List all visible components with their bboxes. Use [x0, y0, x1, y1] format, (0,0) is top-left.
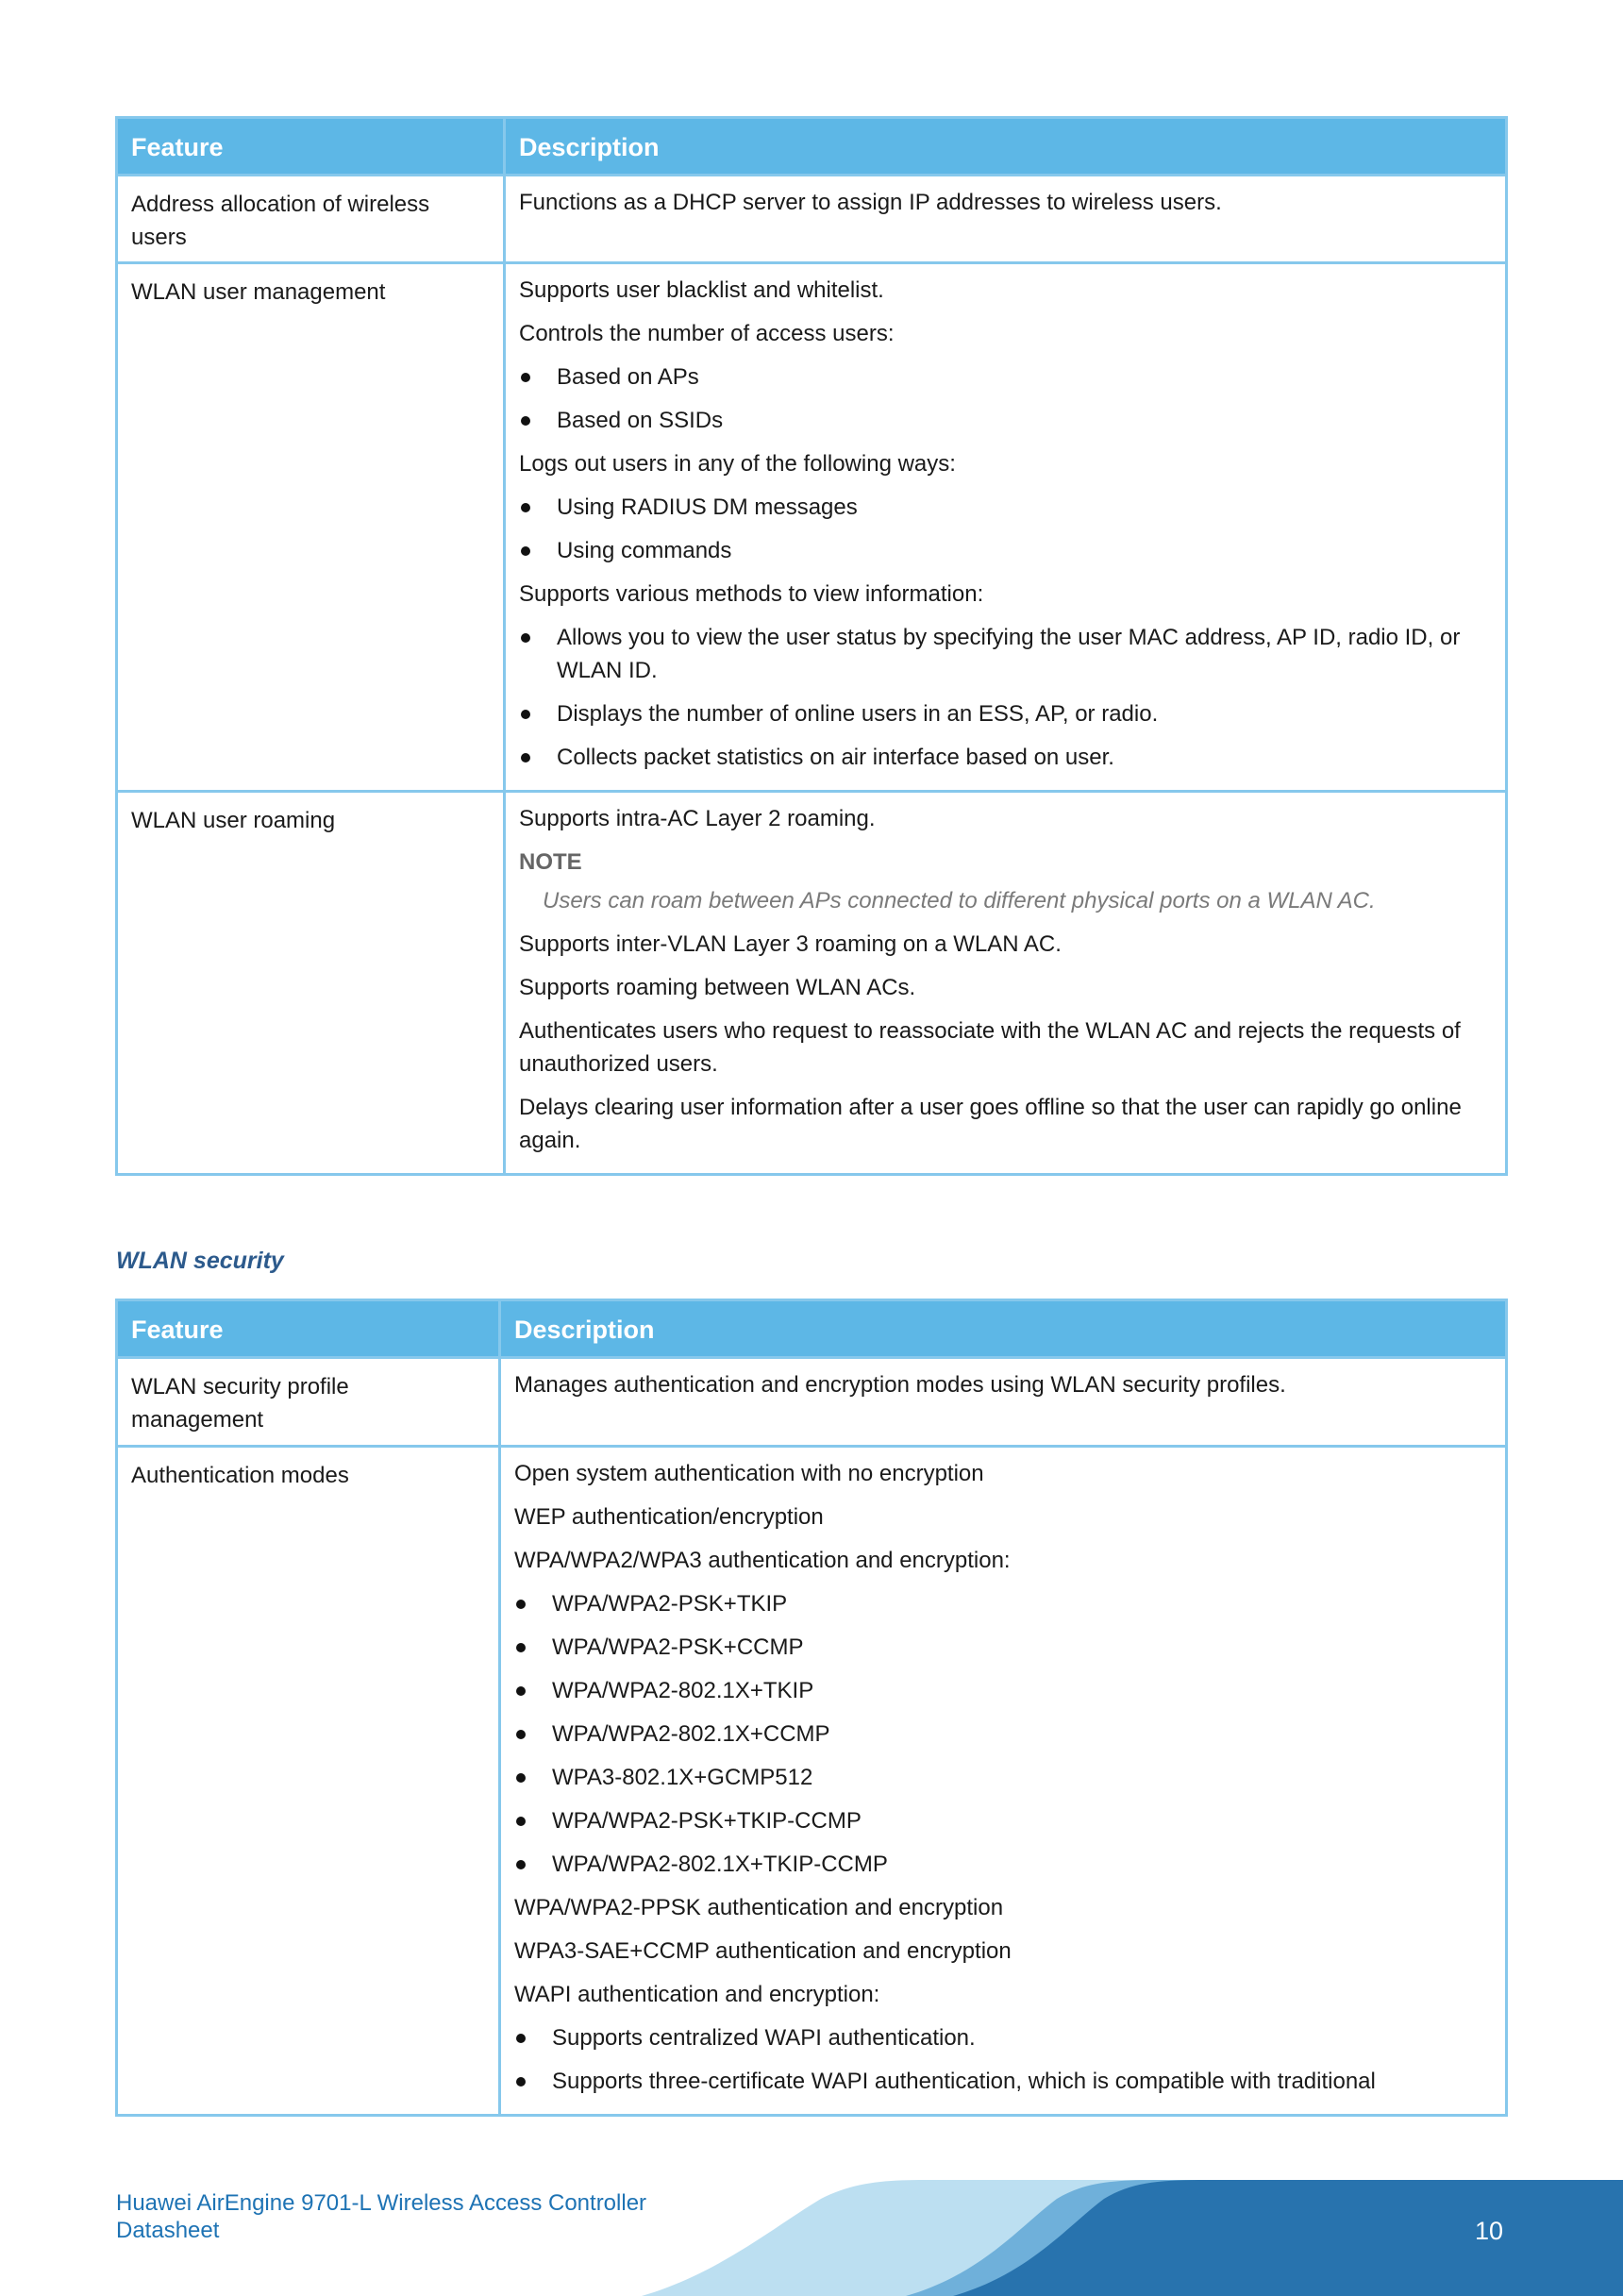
bullet-text: Using RADIUS DM messages	[557, 494, 858, 520]
bullet-icon	[521, 503, 530, 512]
bullet-item	[519, 360, 1492, 394]
bullet-text: Supports centralized WAPI authentication.	[552, 2025, 976, 2051]
footer-title-line: Datasheet	[116, 2218, 220, 2243]
bullet-text: Using commands	[557, 538, 732, 563]
bullet-text: Based on SSIDs	[557, 408, 724, 433]
bullet-item	[514, 1718, 1492, 1751]
table-row	[117, 263, 1507, 792]
description-cell	[500, 1358, 1507, 1447]
description-cell	[505, 176, 1507, 263]
note-text: Users can roam between APs connected to different physical ports on a WLAN AC.	[543, 888, 1376, 913]
bullet-icon	[521, 710, 530, 719]
bullet-item	[519, 697, 1492, 730]
bullet-icon	[521, 633, 530, 643]
description-cell	[500, 1447, 1507, 2116]
description-paragraph: Controls the number of access users:	[519, 321, 895, 346]
feature-cell: WLAN user management	[117, 263, 505, 792]
column-header-description: Description	[500, 1300, 1507, 1358]
table-row	[117, 1358, 1507, 1447]
bullet-icon	[516, 1643, 526, 1652]
bullet-item	[514, 1674, 1492, 1707]
bullet-icon	[516, 2034, 526, 2043]
column-header-feature: Feature	[117, 118, 505, 176]
bullet-item	[519, 741, 1492, 774]
footer-document-title	[116, 2189, 646, 2244]
bullet-icon	[521, 416, 530, 426]
description-paragraph: WEP authentication/encryption	[514, 1504, 824, 1530]
bullet-item	[514, 2065, 1492, 2098]
bullet-text: WPA/WPA2-802.1X+TKIP-CCMP	[552, 1852, 888, 1877]
feature-cell: WLAN user roaming	[117, 792, 505, 1175]
bullet-text: WPA3-802.1X+GCMP512	[552, 1765, 813, 1790]
bullet-text: WPA/WPA2-PSK+TKIP-CCMP	[552, 1808, 862, 1834]
bullet-item	[514, 1848, 1492, 1881]
bullet-item	[514, 1761, 1492, 1794]
bullet-icon	[516, 1686, 526, 1696]
bullet-text: WPA/WPA2-PSK+TKIP	[552, 1591, 788, 1617]
bullet-icon	[516, 1730, 526, 1739]
bullet-text: Supports three-certificate WAPI authentication, which is compatible with traditional	[552, 2069, 1376, 2094]
table-row	[117, 792, 1507, 1175]
feature-cell: WLAN security profile management	[117, 1358, 500, 1447]
bullet-icon	[516, 1817, 526, 1826]
table-row	[117, 1447, 1507, 2116]
feature-cell: Address allocation of wireless users	[117, 176, 505, 263]
description-cell	[505, 792, 1507, 1175]
feature-table-wlan-security	[115, 1299, 1508, 2117]
description-paragraph: Functions as a DHCP server to assign IP addresses to wireless users.	[519, 190, 1222, 215]
description-paragraph: Supports inter-VLAN Layer 3 roaming on a WLAN AC.	[519, 931, 1062, 957]
feature-table-wlan-users	[115, 116, 1508, 1176]
feature-cell: Authentication modes	[117, 1447, 500, 2116]
bullet-item	[519, 621, 1492, 687]
bullet-text: Allows you to view the user status by specifying the user MAC address, AP ID, radio ID, or WLAN ID.	[557, 625, 1461, 683]
table-header-row	[117, 118, 1507, 176]
description-paragraph: Supports user blacklist and whitelist.	[519, 277, 884, 303]
description-paragraph: WAPI authentication and encryption:	[514, 1982, 880, 2007]
table-header-row	[117, 1300, 1507, 1358]
description-paragraph: Supports intra-AC Layer 2 roaming.	[519, 806, 876, 831]
bullet-item	[519, 534, 1492, 567]
description-paragraph: WPA/WPA2-PPSK authentication and encryption	[514, 1895, 1004, 1920]
bullet-item	[514, 1631, 1492, 1664]
bullet-item	[519, 404, 1492, 437]
section-heading: WLAN security	[116, 1248, 284, 1274]
bullet-icon	[516, 1773, 526, 1783]
bullet-icon	[521, 373, 530, 382]
bullet-icon	[516, 1600, 526, 1609]
page-number: 10	[1475, 2217, 1504, 2245]
bullet-text: Based on APs	[557, 364, 699, 390]
bullet-icon	[521, 753, 530, 763]
description-paragraph: Authenticates users who request to reassociate with the WLAN AC and rejects the requests of unauthorized users.	[519, 1018, 1461, 1077]
bullet-text: WPA/WPA2-PSK+CCMP	[552, 1634, 804, 1660]
column-header-description: Description	[505, 118, 1507, 176]
bullet-icon	[516, 2077, 526, 2087]
description-paragraph: Supports various methods to view information:	[519, 581, 984, 607]
footer-title-line: Huawei AirEngine 9701-L Wireless Access Controller	[116, 2190, 647, 2216]
table-row	[117, 176, 1507, 263]
bullet-item	[514, 1587, 1492, 1620]
bullet-item	[514, 2021, 1492, 2054]
description-paragraph: WPA3-SAE+CCMP authentication and encryption	[514, 1938, 1012, 1964]
bullet-icon	[516, 1860, 526, 1869]
description-paragraph: Open system authentication with no encryption	[514, 1461, 984, 1486]
column-header-feature: Feature	[117, 1300, 500, 1358]
note-label: NOTE	[519, 849, 582, 875]
description-paragraph: Supports roaming between WLAN ACs.	[519, 975, 916, 1000]
description-paragraph: Delays clearing user information after a user goes offline so that the user can rapidly go online again.	[519, 1095, 1462, 1153]
bullet-text: Collects packet statistics on air interface based on user.	[557, 745, 1114, 770]
bullet-item	[519, 491, 1492, 524]
bullet-text: WPA/WPA2-802.1X+TKIP	[552, 1678, 814, 1703]
description-paragraph: Logs out users in any of the following ways:	[519, 451, 956, 477]
bullet-text: Displays the number of online users in an ESS, AP, or radio.	[557, 701, 1159, 727]
description-paragraph: Manages authentication and encryption modes using WLAN security profiles.	[514, 1372, 1286, 1398]
description-cell	[505, 263, 1507, 792]
bullet-text: WPA/WPA2-802.1X+CCMP	[552, 1721, 830, 1747]
description-paragraph: WPA/WPA2/WPA3 authentication and encryption:	[514, 1548, 1011, 1573]
bullet-item	[514, 1804, 1492, 1837]
bullet-icon	[521, 546, 530, 556]
